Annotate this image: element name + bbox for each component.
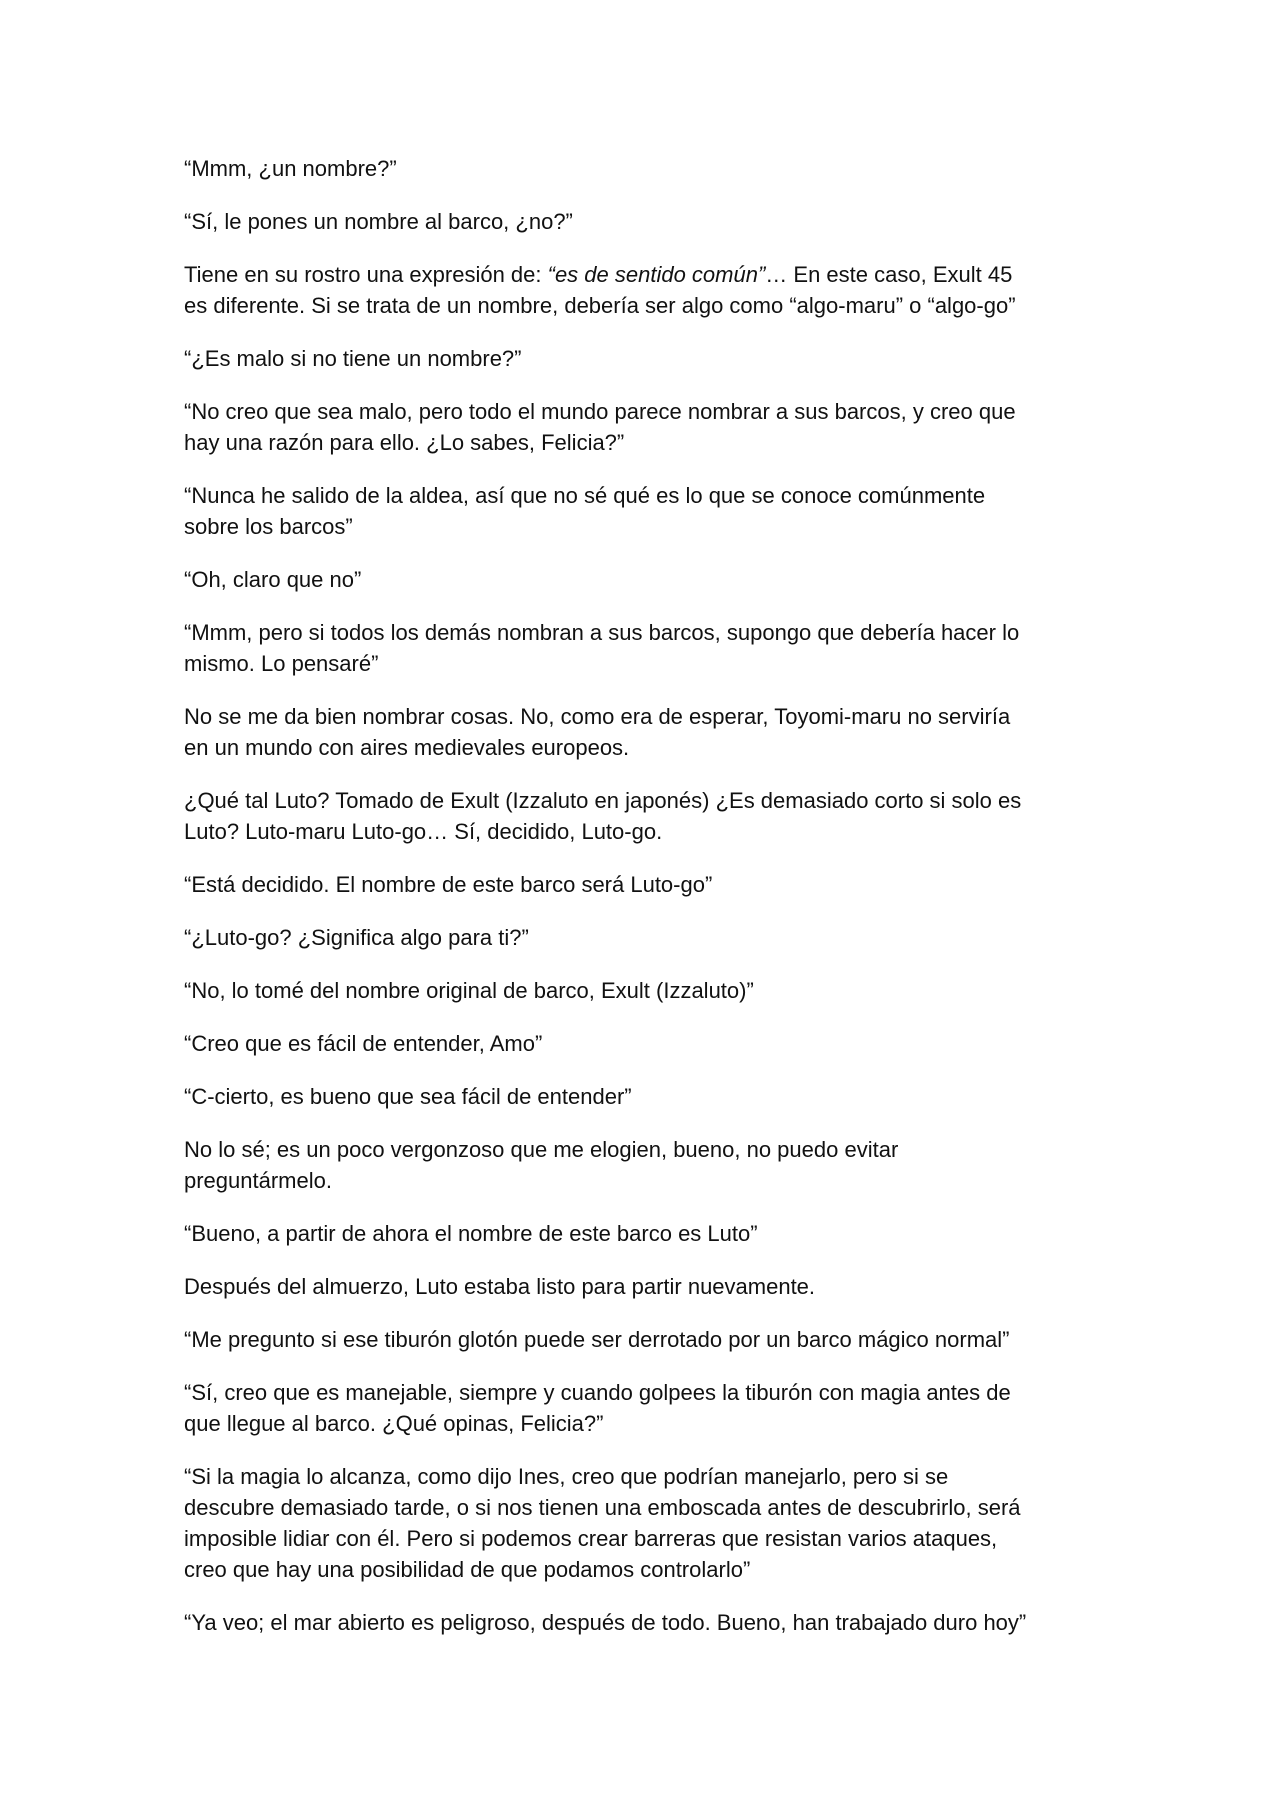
text-line: “Mmm, ¿un nombre?”: [184, 156, 397, 181]
paragraph: [184, 701, 1124, 763]
italic-quote: “es de sentido común”: [547, 262, 766, 287]
paragraph: [184, 1271, 1124, 1302]
text-line: No se me da bien nombrar cosas. No, como era de esperar, Toyomi-maru no serviría: [184, 704, 1011, 729]
paragraph: [184, 1324, 1124, 1355]
paragraph: [184, 396, 1124, 458]
text-line: “Sí, creo que es manejable, siempre y cuando golpees la tiburón con magia antes de: [184, 1380, 1011, 1405]
text-line: “¿Luto-go? ¿Significa algo para ti?”: [184, 925, 529, 950]
text-line: “Creo que es fácil de entender, Amo”: [184, 1031, 543, 1056]
text-line: “Nunca he salido de la aldea, así que no sé qué es lo que se conoce comúnmente: [184, 483, 986, 508]
paragraph: [184, 1377, 1124, 1439]
paragraph: [184, 869, 1124, 900]
text-line: “Oh, claro que no”: [184, 567, 362, 592]
text-line: mismo. Lo pensaré”: [184, 651, 379, 676]
text-line: “Ya veo; el mar abierto es peligroso, después de todo. Bueno, han trabajado duro hoy”: [184, 1610, 1027, 1635]
text-line: Después del almuerzo, Luto estaba listo para partir nuevamente.: [184, 1274, 816, 1299]
paragraph: [184, 1134, 1124, 1196]
text-line: hay una razón para ello. ¿Lo sabes, Felicia?”: [184, 430, 625, 455]
text-line: creo que hay una posibilidad de que podamos controlarlo”: [184, 1557, 751, 1582]
text-line: Luto? Luto-maru Luto-go… Sí, decidido, Luto-go.: [184, 819, 663, 844]
paragraph: [184, 1028, 1124, 1059]
paragraph: [184, 153, 1124, 184]
paragraph: [184, 975, 1124, 1006]
text-line: “Me pregunto si ese tiburón glotón puede ser derrotado por un barco mágico normal”: [184, 1327, 1010, 1352]
text-line: “¿Es malo si no tiene un nombre?”: [184, 346, 522, 371]
text-line: “C-cierto, es bueno que sea fácil de entender”: [184, 1084, 632, 1109]
paragraph: [184, 564, 1124, 595]
paragraph: [184, 1218, 1124, 1249]
paragraph: [184, 206, 1124, 237]
paragraph: [184, 1607, 1124, 1638]
text-line: “No, lo tomé del nombre original de barco, Exult (Izzaluto)”: [184, 978, 754, 1003]
text-line: “Bueno, a partir de ahora el nombre de este barco es Luto”: [184, 1221, 758, 1246]
text-line: imposible lidiar con él. Pero si podemos crear barreras que resistan varios ataques,: [184, 1526, 998, 1551]
text-line: que llegue al barco. ¿Qué opinas, Felicia?”: [184, 1411, 604, 1436]
document-body: [184, 153, 1124, 1660]
paragraph: [184, 785, 1124, 847]
paragraph: [184, 1461, 1124, 1585]
text-line: “Está decidido. El nombre de este barco será Luto-go”: [184, 872, 713, 897]
text-line: “No creo que sea malo, pero todo el mundo parece nombrar a sus barcos, y creo que: [184, 399, 1016, 424]
paragraph: [184, 343, 1124, 374]
paragraph: [184, 617, 1124, 679]
text-line: “Si la magia lo alcanza, como dijo Ines, creo que podrían manejarlo, pero si se: [184, 1464, 949, 1489]
text-line: descubre demasiado tarde, o si nos tienen una emboscada antes de descubrirlo, será: [184, 1495, 1021, 1520]
paragraph: [184, 1081, 1124, 1112]
text-line: [184, 259, 1124, 290]
text-line: sobre los barcos”: [184, 514, 353, 539]
text-line: preguntármelo.: [184, 1168, 332, 1193]
text-line: ¿Qué tal Luto? Tomado de Exult (Izzaluto en japonés) ¿Es demasiado corto si solo es: [184, 788, 1022, 813]
paragraph: [184, 259, 1124, 321]
text-line: es diferente. Si se trata de un nombre, debería ser algo como “algo-maru” o “algo-go”: [184, 293, 1016, 318]
text-line: No lo sé; es un poco vergonzoso que me elogien, bueno, no puedo evitar: [184, 1137, 899, 1162]
text-line: “Sí, le pones un nombre al barco, ¿no?”: [184, 209, 573, 234]
paragraph: [184, 922, 1124, 953]
text-segment: Tiene en su rostro una expresión de:: [184, 262, 548, 287]
text-line: en un mundo con aires medievales europeos.: [184, 735, 630, 760]
text-segment: … En este caso, Exult 45: [765, 262, 1013, 287]
paragraph: [184, 480, 1124, 542]
text-line: “Mmm, pero si todos los demás nombran a sus barcos, supongo que debería hacer lo: [184, 620, 1020, 645]
